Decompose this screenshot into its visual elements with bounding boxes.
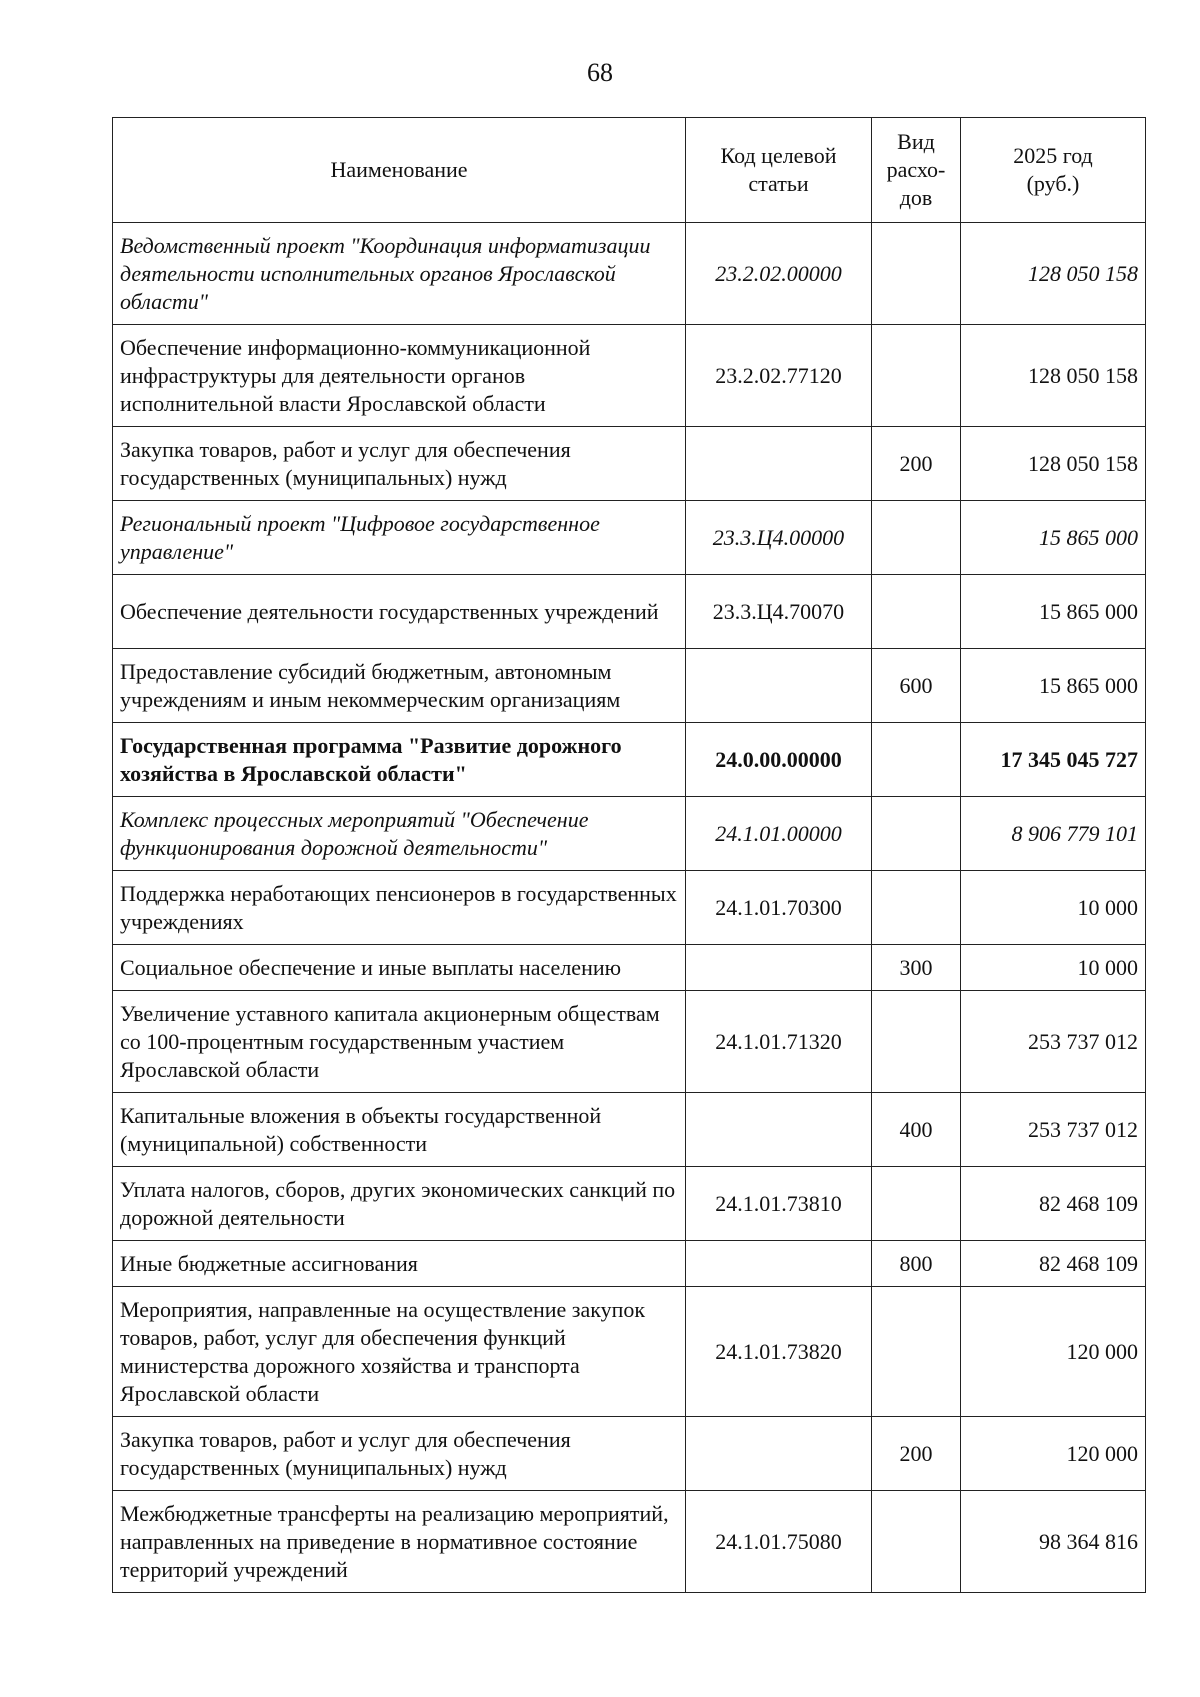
row-sum: 8 906 779 101 [961, 797, 1146, 871]
row-sum: 82 468 109 [961, 1241, 1146, 1287]
row-sum: 120 000 [961, 1417, 1146, 1491]
table-row [113, 1167, 1146, 1241]
row-name: Комплекс процессных мероприятий "Обеспечение функционирования дорожной деятельности" [113, 797, 686, 871]
header-code: Код целевой статьи [686, 118, 872, 223]
table-header-row [113, 118, 1146, 223]
table-row [113, 575, 1146, 649]
row-code [686, 1241, 872, 1287]
table-row [113, 501, 1146, 575]
row-sum: 128 050 158 [961, 223, 1146, 325]
row-sum: 15 865 000 [961, 575, 1146, 649]
table-row [113, 723, 1146, 797]
row-code: 24.1.01.71320 [686, 991, 872, 1093]
row-kind [872, 575, 961, 649]
row-sum: 10 000 [961, 871, 1146, 945]
row-name: Региональный проект "Цифровое государственное управление" [113, 501, 686, 575]
row-name: Обеспечение информационно-коммуникационной инфраструктуры для деятельности органов исполнительной власти Ярославской области [113, 325, 686, 427]
page-number: 68 [587, 58, 613, 87]
row-sum: 15 865 000 [961, 649, 1146, 723]
row-kind [872, 325, 961, 427]
row-kind [872, 223, 961, 325]
table-row [113, 1417, 1146, 1491]
row-code: 23.2.02.77120 [686, 325, 872, 427]
row-code: 24.1.01.75080 [686, 1491, 872, 1593]
row-kind: 300 [872, 945, 961, 991]
row-sum: 15 865 000 [961, 501, 1146, 575]
row-code: 23.3.Ц4.00000 [686, 501, 872, 575]
row-sum: 120 000 [961, 1287, 1146, 1417]
row-code: 24.1.01.73820 [686, 1287, 872, 1417]
row-sum: 253 737 012 [961, 1093, 1146, 1167]
table-row [113, 1491, 1146, 1593]
row-name: Ведомственный проект "Координация информатизации деятельности исполнительных органов Ярославской области" [113, 223, 686, 325]
row-name: Межбюджетные трансферты на реализацию мероприятий, направленных на приведение в нормативное состояние территорий учреждений [113, 1491, 686, 1593]
row-kind [872, 723, 961, 797]
budget-table [112, 117, 1146, 1593]
table-row [113, 1241, 1146, 1287]
row-name: Предоставление субсидий бюджетным, автономным учреждениям и иным некоммерческим организациям [113, 649, 686, 723]
row-kind: 800 [872, 1241, 961, 1287]
row-kind: 600 [872, 649, 961, 723]
table-row [113, 223, 1146, 325]
row-kind: 400 [872, 1093, 961, 1167]
row-sum: 128 050 158 [961, 427, 1146, 501]
header-name: Наименование [113, 118, 686, 223]
row-name: Социальное обеспечение и иные выплаты населению [113, 945, 686, 991]
row-sum: 10 000 [961, 945, 1146, 991]
row-kind: 200 [872, 1417, 961, 1491]
table-row [113, 871, 1146, 945]
row-name: Закупка товаров, работ и услуг для обеспечения государственных (муниципальных) нужд [113, 427, 686, 501]
row-kind [872, 1491, 961, 1593]
row-name: Иные бюджетные ассигнования [113, 1241, 686, 1287]
row-code: 24.1.01.00000 [686, 797, 872, 871]
row-name: Капитальные вложения в объекты государственной (муниципальной) собственности [113, 1093, 686, 1167]
row-kind: 200 [872, 427, 961, 501]
table-row [113, 325, 1146, 427]
table-row [113, 1093, 1146, 1167]
row-name: Увеличение уставного капитала акционерным обществам со 100-процентным государственным участием Ярославской области [113, 991, 686, 1093]
row-code [686, 945, 872, 991]
table-row [113, 797, 1146, 871]
row-kind [872, 1167, 961, 1241]
row-sum: 82 468 109 [961, 1167, 1146, 1241]
row-kind [872, 1287, 961, 1417]
row-code: 24.1.01.73810 [686, 1167, 872, 1241]
table-row [113, 427, 1146, 501]
row-name: Обеспечение деятельности государственных учреждений [113, 575, 686, 649]
row-code: 24.1.01.70300 [686, 871, 872, 945]
row-sum: 98 364 816 [961, 1491, 1146, 1593]
row-code [686, 649, 872, 723]
row-kind [872, 871, 961, 945]
header-kind: Вид расхо-дов [872, 118, 961, 223]
row-code: 23.3.Ц4.70070 [686, 575, 872, 649]
table-row [113, 1287, 1146, 1417]
row-code: 23.2.02.00000 [686, 223, 872, 325]
table-row [113, 991, 1146, 1093]
row-sum: 17 345 045 727 [961, 723, 1146, 797]
row-code [686, 1417, 872, 1491]
row-name: Поддержка неработающих пенсионеров в государственных учреждениях [113, 871, 686, 945]
row-name: Уплата налогов, сборов, других экономических санкций по дорожной деятельности [113, 1167, 686, 1241]
row-name: Мероприятия, направленные на осуществление закупок товаров, работ, услуг для обеспечения функций министерства дорожного хозяйства и транспорта Ярославской области [113, 1287, 686, 1417]
row-sum: 128 050 158 [961, 325, 1146, 427]
row-kind [872, 501, 961, 575]
table-body [113, 223, 1146, 1593]
row-name: Закупка товаров, работ и услуг для обеспечения государственных (муниципальных) нужд [113, 1417, 686, 1491]
row-sum: 253 737 012 [961, 991, 1146, 1093]
header-sum: 2025 год (руб.) [961, 118, 1146, 223]
row-code [686, 427, 872, 501]
row-name: Государственная программа "Развитие дорожного хозяйства в Ярославской области" [113, 723, 686, 797]
row-code [686, 1093, 872, 1167]
row-code: 24.0.00.00000 [686, 723, 872, 797]
table-row [113, 945, 1146, 991]
row-kind [872, 797, 961, 871]
table-row [113, 649, 1146, 723]
row-kind [872, 991, 961, 1093]
